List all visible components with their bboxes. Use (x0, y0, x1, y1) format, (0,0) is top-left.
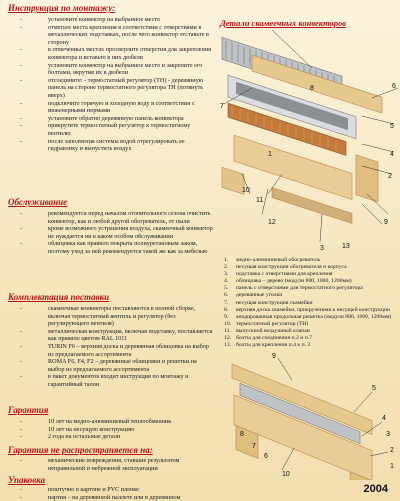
installation-list (8, 16, 214, 153)
parts-legend (224, 257, 396, 349)
list-item: 8. верхняя доска скамейки, прикрученная к несущей конструкции (224, 306, 390, 313)
parts-heading: Детали скамеечных конвекторов (220, 18, 347, 28)
list-item: - рекомендуется перед началом отопительного сезона очистить конвектор, как и любой другой обогреватель, от пыли (20, 210, 211, 225)
maintenance-list (8, 210, 214, 256)
list-item: - установите конвектор на выбранное место и закрепите его болтами, вкрутив их в дюбели (20, 61, 203, 77)
callout-label: 9 (272, 353, 276, 360)
packing-list (8, 486, 214, 501)
list-item: - партия – на деревянной паллете или в деревянном (20, 493, 181, 501)
exploded-diagram (212, 24, 400, 256)
list-item: - ROMA F6, F4, F2 – деревянные облицовки и решетки на выбор из предлагаемого ассортимента (20, 358, 197, 373)
list-item: 11. выпускной воздушный клапан (224, 327, 310, 334)
callout-label: 2 (388, 173, 392, 180)
package-heading: Комплектация поставки (8, 292, 110, 302)
callout-label: 8 (310, 85, 314, 92)
list-item: 12. болты для соединения п.2 и п.7 (224, 335, 313, 342)
warranty-list (8, 418, 214, 441)
callout-label: 7 (252, 443, 256, 450)
list-item: - TURIN F6 – верхняя доска и деревянная облицовка на выбор из предлагаемого ассортимента (20, 342, 209, 358)
year-label: 2004 (363, 483, 388, 495)
callout-label: 5 (390, 123, 394, 130)
callout-label: 5 (372, 385, 376, 392)
list-item: - после заполнения системы водой отрегулировать ее гидравлику и выпустить воздух (20, 137, 185, 153)
list-item: - 10 лет на несущую конструкцию (20, 425, 135, 433)
warranty-heading: Гарантия (8, 405, 49, 415)
installation-heading: Инструкция по монтажу: (8, 3, 116, 13)
list-item: 7. несущая конструкция скамейки (224, 299, 313, 306)
list-item: - отсоедините: - термостатный регулятор (ТН) - деревянную панель на стороне термостатного регулятора ТН (потянуть вверх) (20, 76, 204, 99)
list-item: - установите конвектор на выбранное место (20, 16, 161, 23)
list-item: - 10 лет на медно-алюминиевый теплообменник (20, 418, 172, 425)
assembled-diagram (222, 352, 398, 480)
list-item: - облицовка как правило покрыта полиуретановым лаком, поэтому уход за ней рекомендуется такой же как за мебелью (20, 240, 208, 255)
callout-label: 12 (268, 219, 276, 226)
callout-label: 10 (242, 187, 250, 194)
maintenance-heading: Обслуживание (8, 197, 68, 207)
callout-label: 3 (386, 431, 390, 438)
list-item: - кроме возможного устранения воздуха, скамеечный конвектор не нуждается ни в каком особом обслуживании (20, 225, 213, 240)
callout-label: 8 (240, 431, 244, 438)
callout-label: 4 (390, 151, 394, 158)
list-item: - в пакет документов входит инструкция по монтажу и гарантийный талон (20, 373, 189, 388)
callout-label: 2 (390, 447, 394, 454)
callout-label: 10 (282, 471, 290, 478)
callout-label: 13 (342, 243, 350, 250)
list-item: 2. несущая конструкция обогревателя и корпуса (224, 264, 347, 271)
list-item: - скамеечные конвекторы поставляются в полной сборке, включая термостатный вентиль и регулятор (без регулирующего вентиля) (20, 305, 196, 328)
list-item: - установите обратно деревянную панель конвектора (20, 114, 184, 122)
list-item: 4. облицовка – дерево (модули 800, 1000, 1200мм) (224, 278, 352, 285)
list-item: - в отмеченных местах просверлите отверстия для закрепления конвектора и вставьте в них дюбели (20, 46, 212, 61)
list-item: 9. анодированная продольная решетка (модули 800, 1000, 1200мм) (224, 313, 392, 320)
warranty-exclusions-list (8, 457, 214, 472)
callout-label: 1 (268, 151, 272, 158)
list-item: - механические повреждения, ставшие результатом неправильной и небрежной эксплуатации (20, 457, 180, 472)
callout-label: 7 (220, 103, 224, 110)
list-item: 3. подставка с отверстиями для крепления (224, 271, 333, 278)
callout-label: 9 (384, 219, 388, 226)
list-item: 13. болты для крепления п.4 к п. 2 (224, 342, 311, 349)
callout-label: 4 (382, 415, 386, 422)
list-item: 10. термостатный регулятор (ТН) (224, 320, 309, 327)
callout-label: 3 (320, 245, 324, 252)
list-item: - отметьте места крепления в соответствии с отверстиями в металлических подставках, после чего конвектор отставьте в сторону (20, 23, 209, 46)
list-item: - металлическая конструкция, включая подставку, поставляется как правило цветом RAL 1011 (20, 327, 213, 343)
list-item: - поштучно в картоне и PVC пленке (20, 486, 139, 493)
callout-label: 6 (264, 453, 268, 460)
list-item: - 2 года на остальные детали (20, 433, 121, 441)
list-item: 6. деревянные уголки (224, 292, 283, 299)
callout-label: 1 (390, 463, 394, 470)
callout-label: 11 (256, 197, 264, 204)
list-item: 1. медно-алюминиевый обогреватель (224, 257, 321, 263)
list-item: - подключите горячую и холодную воду в соответствии с инженерными нормами (20, 99, 195, 115)
package-list (8, 305, 214, 389)
callout-label: 6 (392, 83, 396, 90)
list-item: - прикрутите термостатный регулятор к термостатному вентилю (20, 122, 191, 137)
warranty-exclusions-heading: Гарантия не распространяется на: (8, 445, 153, 455)
packing-heading: Упаковка (8, 475, 46, 485)
list-item: 5. панель с отверстиями для термостатного регулятора (224, 285, 363, 292)
